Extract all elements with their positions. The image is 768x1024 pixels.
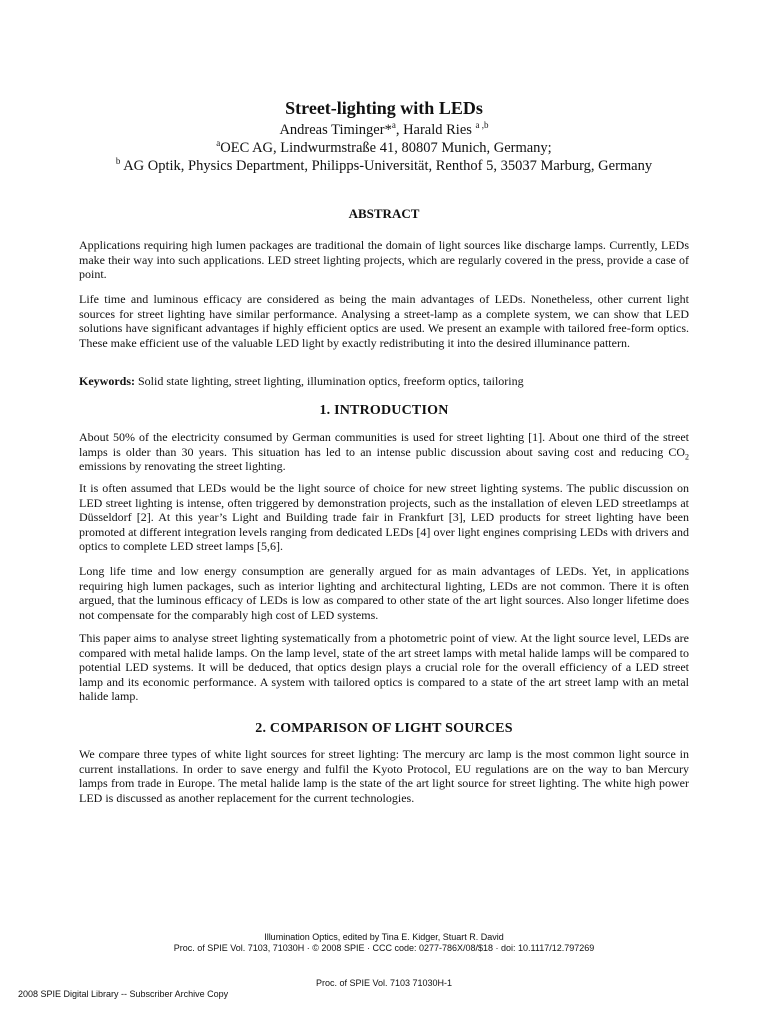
affiliation-b: [0, 157, 768, 175]
affiliation-a-mark: a: [216, 138, 221, 149]
intro-paragraph-4: This paper aims to analyse street lighting systematically from a photometric point of view. At the light source level, LEDs are compared with metal halide lamps. On the lamp level, state of the art street lamps with metal halide lamps will be compared to potential LED systems. It will be deduced, that optics design plays a crucial role for the overall efficiency of a LED street lamp and its economic performance. A system with tailored optics is compared to a state of the art street lamp with an metal halide lamp.: [79, 631, 689, 704]
intro-paragraph-1-text-b: emissions by renovating the street lighting.: [79, 459, 286, 474]
affiliation-b-text: AG Optik, Physics Department, Philipps-Universität, Renthof 5, 35037 Marburg, Germany: [120, 158, 653, 174]
footer-proceedings: Proc. of SPIE Vol. 7103, 71030H · © 2008 SPIE · CCC code: 0277-786X/08/$18 · doi: 10.1117/12.797269: [173, 943, 595, 953]
footer-page-reference: Proc. of SPIE Vol. 7103 71030H-1: [315, 978, 453, 988]
intro-paragraph-2: It is often assumed that LEDs would be the light source of choice for new street lighting systems. The public discussion on LED street lighting is intense, often triggered by demonstration projects, such as the installation of eleven LED streetlamps at Düsseldorf [2]. At this year’s Light and Building trade fair in Frankfurt [3], LED products for street lighting have been promoted at different integration levels ranging from dedicated LEDs [4] over light engines comprising LEDs with drivers and optics to complete LED street lamps [5,6].: [79, 481, 689, 554]
affiliation-a-text: OEC AG, Lindwurmstraße 41, 80807 Munich, Germany;: [220, 140, 552, 156]
author-separator: , Harald Ries: [395, 122, 476, 138]
abstract-paragraph-1: Applications requiring high lumen packages are traditional the domain of light sources like discharge lamps. Currently, LEDs make their way into such applications. LED street lighting projects, which are regularly covered in the press, provide a case of point.: [79, 238, 689, 282]
intro-paragraph-3: Long life time and low energy consumption are generally argued for as main advantages of LEDs. Yet, in applications requiring high lumen packages, such as interior lighting and architectural lighting, LEDs are not common. There it is often argued, that the luminous efficacy of LEDs is low as compared to other state of the art light sources. Also longer lifetime does not compensate for the comparably high cost of LED systems.: [79, 564, 689, 622]
abstract-heading: ABSTRACT: [348, 206, 420, 221]
keywords-text: Solid state lighting, street lighting, illumination optics, freeform optics, tailoring: [135, 374, 524, 388]
affiliation-a: [0, 139, 768, 157]
comparison-paragraph-1: We compare three types of white light sources for street lighting: The mercury arc lamp is the most common light source in current installations. In order to save energy and fulfil the Kyoto Protocol, EU regulations are on the way to ban Mercury lamps from trade in Europe. The metal halide lamp is the state of the art light source for street lighting. The white high power LED is discussed as another replacement for the current technologies.: [79, 747, 689, 805]
paper-title: Street-lighting with LEDs: [285, 98, 483, 118]
intro-paragraph-1-text-a: About 50% of the electricity consumed by German communities is used for street lighting [1]. About one third of the street lamps is older than 30 years. This situation has led to an intense public discussion about saving cost and reducing CO: [79, 430, 689, 459]
author-line: [0, 121, 768, 139]
co2-subscript: 2: [685, 451, 689, 461]
keywords: [79, 374, 689, 389]
abstract-paragraph-2: Life time and luminous efficacy are considered as being the main advantages of LEDs. Nonetheless, other current light sources for street lighting have similar performance. Analysing a street-lamp as a complete system, we can show that LED solutions have significant advantages if highly efficient optics are used. We present an example with tailored free-form optics. These make efficient use of the valuable LED light by exactly redistributing it into the desired illuminance pattern.: [79, 292, 689, 350]
footer-edited-by: Illumination Optics, edited by Tina E. Kidger, Stuart R. David: [264, 932, 504, 942]
archive-copy-notice: 2008 SPIE Digital Library -- Subscriber Archive Copy: [18, 989, 229, 999]
keywords-label: Keywords:: [79, 374, 135, 388]
affiliation-b-mark: b: [115, 156, 121, 167]
author-1: Andreas Timinger*: [279, 122, 392, 138]
intro-paragraph-1: [79, 430, 689, 474]
section-heading-comparison: 2. COMPARISON OF LIGHT SOURCES: [255, 721, 513, 736]
section-heading-introduction: 1. INTRODUCTION: [319, 403, 449, 418]
author-1-affiliation-mark: a: [391, 120, 396, 131]
author-2-affiliation-mark: a ,b: [475, 120, 489, 131]
